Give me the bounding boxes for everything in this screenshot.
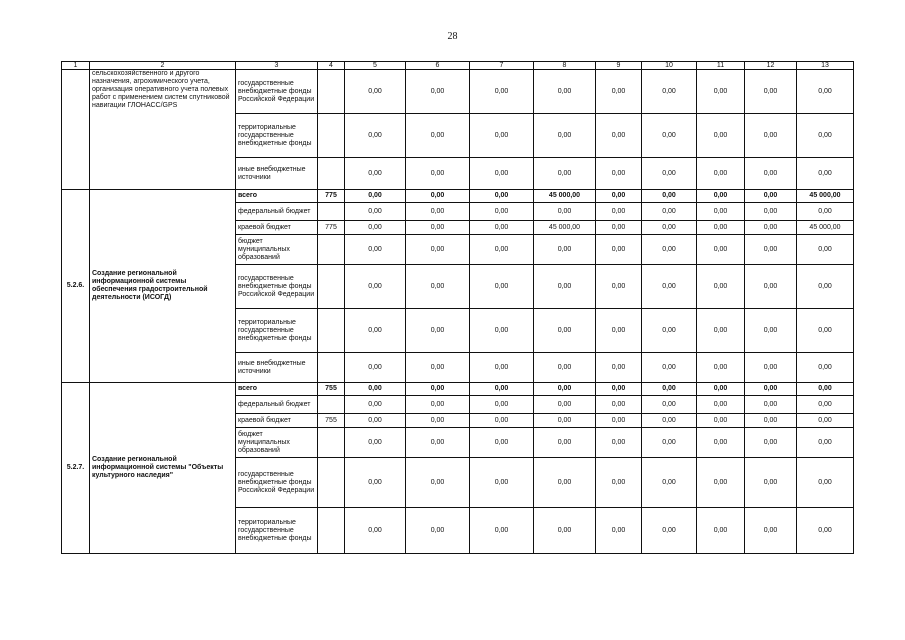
amount-cell: 0,00 — [345, 353, 406, 383]
amount-cell: 0,00 — [697, 428, 745, 458]
amount-cell: 0,00 — [345, 114, 406, 158]
amount-cell: 0,00 — [797, 508, 854, 554]
amount-cell: 0,00 — [470, 70, 534, 114]
amount-cell: 0,00 — [534, 414, 596, 428]
amount-cell: 0,00 — [534, 203, 596, 221]
table-row — [62, 70, 854, 114]
budget-code — [318, 508, 345, 554]
amount-cell: 0,00 — [345, 265, 406, 309]
amount-cell: 0,00 — [745, 508, 797, 554]
funding-table — [61, 61, 854, 554]
amount-cell: 0,00 — [345, 309, 406, 353]
amount-cell: 0,00 — [345, 508, 406, 554]
amount-cell: 0,00 — [534, 396, 596, 414]
amount-cell: 0,00 — [406, 221, 470, 235]
amount-cell: 0,00 — [697, 309, 745, 353]
amount-cell: 0,00 — [596, 396, 642, 414]
table-row — [62, 383, 854, 396]
amount-cell: 0,00 — [745, 309, 797, 353]
amount-cell: 0,00 — [745, 414, 797, 428]
amount-cell: 0,00 — [534, 114, 596, 158]
amount-cell: 0,00 — [596, 383, 642, 396]
header-row — [62, 62, 854, 70]
amount-cell: 0,00 — [642, 190, 697, 203]
amount-cell: 0,00 — [797, 114, 854, 158]
amount-cell: 0,00 — [745, 428, 797, 458]
amount-cell: 0,00 — [797, 414, 854, 428]
amount-cell: 0,00 — [345, 221, 406, 235]
funding-source: бюджет муниципальных образований — [236, 235, 318, 265]
amount-cell: 0,00 — [470, 203, 534, 221]
amount-cell: 0,00 — [642, 508, 697, 554]
amount-cell: 0,00 — [745, 383, 797, 396]
amount-cell: 0,00 — [596, 458, 642, 508]
amount-cell: 0,00 — [745, 114, 797, 158]
amount-cell: 0,00 — [345, 158, 406, 190]
column-number: 9 — [596, 62, 642, 70]
column-number: 13 — [797, 62, 854, 70]
amount-cell: 0,00 — [345, 235, 406, 265]
budget-code: 775 — [318, 221, 345, 235]
amount-cell: 0,00 — [596, 235, 642, 265]
amount-cell: 0,00 — [406, 414, 470, 428]
amount-cell: 0,00 — [797, 428, 854, 458]
budget-code — [318, 353, 345, 383]
amount-cell: 0,00 — [596, 70, 642, 114]
amount-cell: 0,00 — [797, 265, 854, 309]
amount-cell: 0,00 — [797, 203, 854, 221]
table-row — [62, 190, 854, 203]
amount-cell: 0,00 — [797, 70, 854, 114]
budget-code — [318, 114, 345, 158]
budget-code — [318, 428, 345, 458]
amount-cell: 0,00 — [406, 190, 470, 203]
funding-source: краевой бюджет — [236, 414, 318, 428]
amount-cell: 0,00 — [596, 203, 642, 221]
funding-source: всего — [236, 190, 318, 203]
amount-cell: 45 000,00 — [534, 190, 596, 203]
amount-cell: 0,00 — [470, 353, 534, 383]
amount-cell: 0,00 — [470, 428, 534, 458]
column-number: 2 — [90, 62, 236, 70]
amount-cell: 0,00 — [697, 458, 745, 508]
amount-cell: 0,00 — [596, 114, 642, 158]
amount-cell: 0,00 — [745, 190, 797, 203]
column-number: 8 — [534, 62, 596, 70]
amount-cell: 0,00 — [596, 265, 642, 309]
budget-code — [318, 70, 345, 114]
amount-cell: 0,00 — [534, 235, 596, 265]
amount-cell: 0,00 — [642, 235, 697, 265]
amount-cell: 0,00 — [745, 353, 797, 383]
amount-cell: 0,00 — [642, 414, 697, 428]
funding-source: территориальные государственные внебюджетные фонды — [236, 508, 318, 554]
column-number: 5 — [345, 62, 406, 70]
amount-cell: 0,00 — [406, 396, 470, 414]
amount-cell: 0,00 — [470, 190, 534, 203]
budget-code — [318, 265, 345, 309]
funding-source: федеральный бюджет — [236, 396, 318, 414]
amount-cell: 0,00 — [345, 396, 406, 414]
budget-code — [318, 203, 345, 221]
amount-cell: 0,00 — [797, 235, 854, 265]
item-name: Создание региональной информационной системы обеспечения градостроительной деятельности (ИСОГД) — [90, 190, 236, 383]
budget-code — [318, 158, 345, 190]
amount-cell: 0,00 — [406, 383, 470, 396]
amount-cell: 0,00 — [406, 235, 470, 265]
amount-cell: 0,00 — [797, 353, 854, 383]
funding-source: иные внебюджетные источники — [236, 353, 318, 383]
amount-cell: 0,00 — [797, 383, 854, 396]
amount-cell: 0,00 — [797, 396, 854, 414]
amount-cell: 0,00 — [745, 458, 797, 508]
amount-cell: 0,00 — [534, 353, 596, 383]
amount-cell: 0,00 — [797, 309, 854, 353]
amount-cell: 0,00 — [534, 458, 596, 508]
amount-cell: 0,00 — [697, 265, 745, 309]
amount-cell: 0,00 — [697, 396, 745, 414]
amount-cell: 0,00 — [642, 396, 697, 414]
item-number: 5.2.6. — [62, 190, 90, 383]
amount-cell: 0,00 — [534, 383, 596, 396]
amount-cell: 45 000,00 — [797, 190, 854, 203]
amount-cell: 0,00 — [406, 428, 470, 458]
item-number: 5.2.7. — [62, 383, 90, 554]
budget-code — [318, 458, 345, 508]
item-name: Создание региональной информационной системы "Объекты культурного наследия" — [90, 383, 236, 554]
amount-cell: 0,00 — [406, 203, 470, 221]
page-number: 28 — [447, 31, 458, 42]
column-number: 3 — [236, 62, 318, 70]
funding-source: иные внебюджетные источники — [236, 158, 318, 190]
amount-cell: 0,00 — [745, 203, 797, 221]
funding-source: государственные внебюджетные фонды Российской Федерации — [236, 458, 318, 508]
amount-cell: 0,00 — [345, 428, 406, 458]
amount-cell: 0,00 — [596, 428, 642, 458]
amount-cell: 0,00 — [534, 158, 596, 190]
amount-cell: 0,00 — [697, 235, 745, 265]
amount-cell: 0,00 — [470, 235, 534, 265]
amount-cell: 0,00 — [534, 428, 596, 458]
amount-cell: 0,00 — [596, 190, 642, 203]
amount-cell: 0,00 — [345, 414, 406, 428]
funding-source: территориальные государственные внебюджетные фонды — [236, 114, 318, 158]
amount-cell: 0,00 — [406, 353, 470, 383]
amount-cell: 0,00 — [470, 158, 534, 190]
amount-cell: 0,00 — [345, 383, 406, 396]
amount-cell: 0,00 — [596, 158, 642, 190]
amount-cell: 0,00 — [642, 309, 697, 353]
amount-cell: 0,00 — [596, 508, 642, 554]
amount-cell: 0,00 — [470, 114, 534, 158]
amount-cell: 0,00 — [470, 508, 534, 554]
funding-source: бюджет муниципальных образований — [236, 428, 318, 458]
amount-cell: 45 000,00 — [797, 221, 854, 235]
item-name: сельскохозяйственного и другого назначения, агрохимического учета, организация оперативного учета полевых работ с применением систем спутниковой навигации ГЛОНАСС/GPS — [90, 70, 236, 190]
amount-cell: 0,00 — [697, 508, 745, 554]
amount-cell: 0,00 — [697, 414, 745, 428]
amount-cell: 0,00 — [470, 396, 534, 414]
amount-cell: 0,00 — [534, 309, 596, 353]
amount-cell: 0,00 — [596, 309, 642, 353]
amount-cell: 0,00 — [745, 70, 797, 114]
amount-cell: 0,00 — [345, 203, 406, 221]
amount-cell: 0,00 — [642, 383, 697, 396]
amount-cell: 0,00 — [797, 158, 854, 190]
budget-code — [318, 235, 345, 265]
amount-cell: 0,00 — [745, 265, 797, 309]
amount-cell: 0,00 — [596, 353, 642, 383]
amount-cell: 0,00 — [470, 221, 534, 235]
amount-cell: 0,00 — [406, 70, 470, 114]
amount-cell: 0,00 — [406, 458, 470, 508]
amount-cell: 0,00 — [697, 221, 745, 235]
column-number: 12 — [745, 62, 797, 70]
budget-code: 775 — [318, 190, 345, 203]
amount-cell: 0,00 — [534, 508, 596, 554]
column-number: 11 — [697, 62, 745, 70]
amount-cell: 0,00 — [697, 383, 745, 396]
column-number: 7 — [470, 62, 534, 70]
amount-cell: 0,00 — [406, 265, 470, 309]
amount-cell: 0,00 — [642, 70, 697, 114]
column-number: 10 — [642, 62, 697, 70]
item-number — [62, 70, 90, 190]
column-number: 4 — [318, 62, 345, 70]
amount-cell: 0,00 — [345, 458, 406, 508]
amount-cell: 0,00 — [470, 414, 534, 428]
amount-cell: 0,00 — [470, 383, 534, 396]
amount-cell: 0,00 — [534, 70, 596, 114]
amount-cell: 0,00 — [406, 158, 470, 190]
amount-cell: 0,00 — [697, 203, 745, 221]
amount-cell: 0,00 — [642, 458, 697, 508]
amount-cell: 0,00 — [642, 114, 697, 158]
column-number: 1 — [62, 62, 90, 70]
amount-cell: 0,00 — [406, 508, 470, 554]
amount-cell: 0,00 — [406, 309, 470, 353]
amount-cell: 45 000,00 — [534, 221, 596, 235]
funding-source: государственные внебюджетные фонды Российской Федерации — [236, 265, 318, 309]
amount-cell: 0,00 — [470, 309, 534, 353]
amount-cell: 0,00 — [642, 428, 697, 458]
amount-cell: 0,00 — [745, 221, 797, 235]
amount-cell: 0,00 — [745, 158, 797, 190]
amount-cell: 0,00 — [642, 221, 697, 235]
funding-source: государственные внебюджетные фонды Российской Федерации — [236, 70, 318, 114]
amount-cell: 0,00 — [642, 203, 697, 221]
amount-cell: 0,00 — [345, 190, 406, 203]
column-number: 6 — [406, 62, 470, 70]
amount-cell: 0,00 — [642, 158, 697, 190]
budget-code: 755 — [318, 414, 345, 428]
amount-cell: 0,00 — [697, 190, 745, 203]
amount-cell: 0,00 — [797, 458, 854, 508]
funding-source: территориальные государственные внебюджетные фонды — [236, 309, 318, 353]
amount-cell: 0,00 — [642, 265, 697, 309]
amount-cell: 0,00 — [470, 458, 534, 508]
amount-cell: 0,00 — [596, 414, 642, 428]
amount-cell: 0,00 — [745, 396, 797, 414]
budget-code — [318, 396, 345, 414]
amount-cell: 0,00 — [642, 353, 697, 383]
amount-cell: 0,00 — [345, 70, 406, 114]
funding-source: всего — [236, 383, 318, 396]
funding-source: федеральный бюджет — [236, 203, 318, 221]
amount-cell: 0,00 — [697, 353, 745, 383]
budget-code: 755 — [318, 383, 345, 396]
amount-cell: 0,00 — [697, 114, 745, 158]
amount-cell: 0,00 — [697, 158, 745, 190]
budget-code — [318, 309, 345, 353]
amount-cell: 0,00 — [745, 235, 797, 265]
funding-source: краевой бюджет — [236, 221, 318, 235]
amount-cell: 0,00 — [406, 114, 470, 158]
amount-cell: 0,00 — [534, 265, 596, 309]
amount-cell: 0,00 — [596, 221, 642, 235]
amount-cell: 0,00 — [697, 70, 745, 114]
amount-cell: 0,00 — [470, 265, 534, 309]
